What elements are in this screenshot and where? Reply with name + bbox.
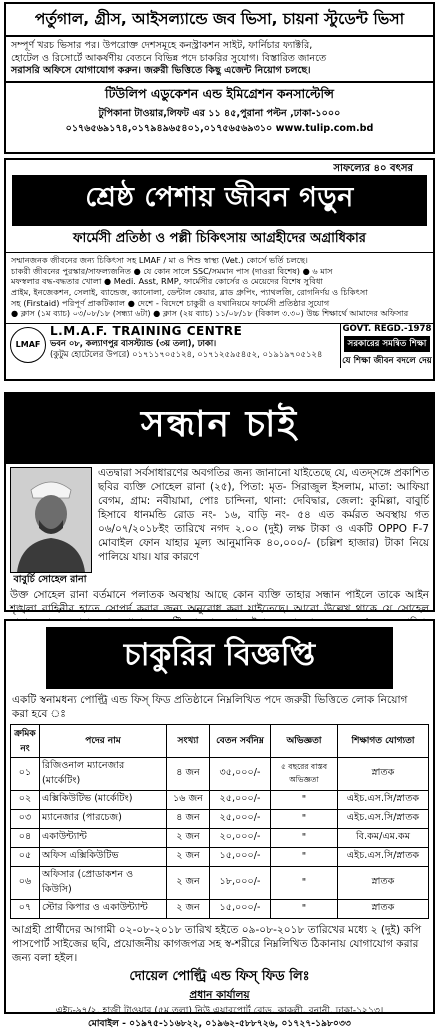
table-row xyxy=(11,809,429,828)
ad1-company: টিউলিপ এডুকেশন এন্ড ইমিগ্রেশন কনসাল্টেন্সি xyxy=(6,81,433,107)
cell-education: এইচ.এস.সি/স্নাতক xyxy=(338,809,429,828)
cell-education: এইচ.এস.সি/স্নাতক xyxy=(338,847,429,866)
ad2-body-line: ● ক্লাস (১ম ব্যাচ) ০৩/০৮/১৮ (সন্ধ্যা ৬টা) ● ক্লাস (২য় ব্যাচ) ১১/০৮/১৮ (বিকাল ৩.৩০) উচ্চ শিক্ষার্থে আমাদের অফিসার xyxy=(11,308,409,319)
ad2-footer xyxy=(6,323,433,368)
ad2-body xyxy=(6,253,433,321)
table-row xyxy=(11,757,429,790)
cell-experience: " xyxy=(271,847,338,866)
table-row xyxy=(11,866,429,899)
table-row xyxy=(11,847,429,866)
ad2-centre-info xyxy=(50,324,340,368)
cell-post: ম্যানেজার (পারচেজ) xyxy=(40,809,167,828)
ad4-banner: চাকুরির বিজ্ঞপ্তি xyxy=(46,627,393,689)
ad4-company: দোয়েল পোল্ট্রি এন্ড ফিস্ ফিড লিঃ xyxy=(129,969,310,985)
cell-count: ২ জন xyxy=(167,866,210,899)
ad4-office-label: প্রধান কার্যালয় xyxy=(189,989,250,1002)
ad1-highlight: সরাসরি অফিসে যোগাযোগ করুন। জরুরী ভিত্তিতে কিছু এজেন্ট নিয়োগ চলছে। xyxy=(11,65,311,77)
col-experience: অভিজ্ঞতা xyxy=(271,724,338,757)
cell-count: ১৬ জন xyxy=(167,790,210,809)
cell-experience: " xyxy=(271,790,338,809)
table-row xyxy=(11,899,429,918)
ad1-phones: ০১৭৬৫৬৯১৭৪,০১৭৯৪৯৬৫৪০১,০১৭৫৬৫৬৯৩১০ www.tulip.com.bd xyxy=(65,122,374,134)
cell-count: ২ জন xyxy=(167,899,210,918)
ad3-banner: সন্ধান চাই xyxy=(6,394,433,464)
ad2-body-line: সহ (Firstaid) পরিপূর্ণ প্রাকটিক্যাল ● দেশে - বিদেশে চাকুরী ও যথানিয়মে ফার্মেসী প্রতিষ্ঠার সুযোগ xyxy=(11,297,330,308)
missing-person-ad xyxy=(4,392,435,616)
ad3-full-text: উক্ত সোহেল রানা বর্তমানে পলাতক অবস্থায় আছে কোন ব্যক্তি তাহার সন্ধান পাইলে তাকে আইন শৃঙ্খলা বাহিনীর হাতে সোপর্দ করার জন্য অনুরোধ করা যাইতেছে। আরো উল্লেখ থাকে যে সোহেল xyxy=(10,589,429,616)
ad4-apply-text: আগ্রহী প্রার্থীদের আগামী ০২-০৮-২০১৮ তারিখ হইতে ০৯-০৮-২০১৮ তারিখের মধ্যে ২ (দুই) কপি পাসপোর্ট সাইজের ছবি, প্রয়োজনীয় কাগজপত্র সহ স্ব-শরীরে নিম্নলিখিত ঠিকানায় যোগাযোগ করার জন্য বলা হইল। xyxy=(12,923,422,965)
cell-salary: ২৫,০০০/- xyxy=(210,809,271,828)
ad2-centre-name: L.M.A.F. TRAINING CENTRE xyxy=(50,323,243,338)
ad2-top-tag: সাফল্যের ৪০ বৎসর xyxy=(333,163,413,174)
ad1-body-line: হোটেল ও রিসোর্টে আকর্ষণীয় বেতনে বিভিন্ন পদে চাকরির সুযোগ। বিস্তারিত জানতে xyxy=(11,52,327,64)
ad3-photo-caption: বাবুর্চি সোহেল রানা xyxy=(13,574,87,585)
ad4-intro: একটি স্বনামধন্য পোল্ট্রি এন্ড ফিস্ ফিড প্রতিষ্ঠানে নিম্নলিখিত পদে জরুরী ভিত্তিতে লোক নিয়োগ করা হবে ঃ xyxy=(12,694,408,721)
ad1-body-line: সম্পূর্ণ খরচ ভিসার পর। উপরোক্ত দেশসমূহে কনস্ট্রাকশন সাইট, ফার্নিচার ফ্যাক্টরি, xyxy=(11,40,313,51)
table-row xyxy=(11,828,429,847)
cell-post: একাউন্ট্যান্ট xyxy=(40,828,167,847)
ad4-mobile: মোবাইল - ০১৯৭৫-১১৬৮২২, ০১৯৬২-৫৮৮৭২৬, ০১৭২৭-১৯৮০৩৩ xyxy=(88,1017,351,1029)
cell-post: এক্সিকিউটিভ (মার্কেটিং) xyxy=(40,790,167,809)
ad2-subtitle: ফার্মেসী প্রতিষ্ঠা ও পল্লী চিকিৎসায় আগ্রহীদের অগ্রাধিকার xyxy=(6,226,433,253)
job-circular-ad xyxy=(4,619,435,1029)
cell-experience: ৫ বছরের বাস্তব অভিজ্ঞতা xyxy=(271,757,338,790)
cell-post: স্টোর কিপার ও একাউন্ট্যান্ট xyxy=(40,899,167,918)
cell-salary: ৩৫,০০০/- xyxy=(210,757,271,790)
cell-salary: ১৮,০০০/- xyxy=(210,866,271,899)
cell-count: ৪ জন xyxy=(167,809,210,828)
lmaf-logo: LMAF xyxy=(10,327,46,363)
missing-person-photo xyxy=(10,467,92,573)
ad2-centre-phones: (কুটুম হোটেলের উপরে) ০১৭১১৭০৫১২৪, ০১৭১২৫৯৫৪৫২, ০১৯১৯৭০৫১২৪ xyxy=(50,348,323,359)
ad1-body xyxy=(6,37,433,81)
cell-serial: ০৭ xyxy=(11,899,40,918)
cell-post: রিজিওনাল ম্যানেজার (মার্কেটিং) xyxy=(40,757,167,790)
job-table-header xyxy=(11,724,429,757)
ad3-photo-row xyxy=(6,464,433,588)
ad2-banner: শ্রেষ্ঠ পেশায় জীবন গড়ুন xyxy=(12,175,427,226)
col-serial: ক্রমিক নং xyxy=(11,724,40,757)
ad4-address: এইচ-৯৭/২, হাজী টাওয়ার (৫ম তলা) নিউ এয়ারপোর্ট রোড, কাকলী, বনানী, ঢাকা-১২১৩। xyxy=(55,1005,384,1017)
lmaf-training-ad xyxy=(4,158,435,381)
cell-salary: ২৫,০০০/- xyxy=(210,790,271,809)
ad3-side-text: এতদ্বারা সর্বসাধারণের অবগতির জন্য জানানো যাইতেছে যে, এতদ্সঙ্গে প্রকাশিত ছবির ব্যক্তি সোহেল রানা (২৫), পিতা: মৃত- সিরাজুল ইসলাম, মাতা: আফিয়া বেগম, গ্রাম: নবীয়ামা, পোঃ চান্দিনা, থানা: দেবিদ্বার, জেলা: কুমিল্লা, বাবুর্চি হিসাবে ধানমন্ডি রোড নং- ১৬, বাড়ি নং- ৫৪ এত কর্মরত অবস্থায় গত ০৬/০৭/২০১৮ইং তারিখে নগদ ২.০০ (দুই) লক্ষ টাকা ও একটি OPPO F-7 মোবাইল ফোন যাহার মূল্য আনুমানিক ৪০,০০০/- (চল্লিশ হাজার) টাকা নিয়ে পালিয়ে যায়। যার কারণে xyxy=(98,467,429,564)
cell-experience: " xyxy=(271,828,338,847)
tulip-immigration-ad xyxy=(4,2,435,154)
cell-serial: ০২ xyxy=(11,790,40,809)
ad2-body-line: সম্মানজনক জীবনের জন্য চিকিৎসা সহ LMAF / মা ও শিশু স্বাস্থ্য (Vet.) কোর্সে ভর্তি চলছে। xyxy=(11,255,308,265)
col-count: সংখ্যা xyxy=(167,724,210,757)
ad3-photo-column xyxy=(6,464,96,588)
cell-education: স্নাতক xyxy=(338,757,429,790)
cell-count: ২ জন xyxy=(167,828,210,847)
cell-education: স্নাতক xyxy=(338,866,429,899)
cell-salary: ২০,০০০/- xyxy=(210,828,271,847)
col-salary: বেতন সর্বনিম্ন xyxy=(210,724,271,757)
ad2-body-line: মফস্বলার বদ্ধ-বদ্ধতার খোলা ● Medi. Asst, RMP, ফার্মেসীর কোর্সের ও মেয়েদের বিশেষ সুবিধা xyxy=(11,276,323,287)
cell-serial: ০৪ xyxy=(11,828,40,847)
person-silhouette-icon xyxy=(11,468,91,572)
ad2-govt-box xyxy=(340,324,433,368)
cell-experience: " xyxy=(271,809,338,828)
cell-serial: ০৫ xyxy=(11,847,40,866)
cell-count: ৪ জন xyxy=(167,757,210,790)
table-row xyxy=(11,790,429,809)
cell-count: ২ জন xyxy=(167,847,210,866)
cell-salary: ১৫,০০০/- xyxy=(210,899,271,918)
ad2-gov-note: যে শিক্ষা জীবন বদলে দেয় xyxy=(342,355,432,366)
cell-education: বি.কম/এম.কম xyxy=(338,828,429,847)
cell-serial: ০১ xyxy=(11,757,40,790)
ad2-body-line: প্রাইম, ইনজেকশন, সেলাই, ব্যান্ডেজ, ক্যানোলা, ডেন্টাল কেয়ার, ব্লাড গ্রুপিং, প্যাথলজি, রোগনির্ণয় ও চিকিৎসা xyxy=(11,286,368,297)
cell-post: অফিসার (প্রোডাকশন ও কিউসি) xyxy=(40,866,167,899)
cell-experience: " xyxy=(271,899,338,918)
cell-education: এইচ.এস.সি/স্নাতক xyxy=(338,790,429,809)
ad2-body-line: চাকরী জীবনের পুরস্কার/সাফল্যজনিত ● যে কোন সালে SSC/সমমান পাস (দাওরা বিশেষ) ● ৬ মাস xyxy=(11,265,333,276)
ad2-gov-approved: সরকারের সমন্বিত শিক্ষা xyxy=(344,336,430,352)
cell-salary: ১৫,০০০/- xyxy=(210,847,271,866)
ad2-govt-reg: GOVT. REGD.-1978 xyxy=(342,323,432,334)
ad2-centre-address: ভবন ০৮, কল্যাণপুর বাসস্ট্যান্ড (৩য় তলা), ঢাকা। xyxy=(50,337,217,348)
cell-education: স্নাতক xyxy=(338,899,429,918)
col-education: শিক্ষাগত যোগ্যতা xyxy=(338,724,429,757)
job-table xyxy=(10,724,429,919)
ad1-address: টুপিকানা টাওয়ার,লিফট এর ১১ ৪৫,পুরানা পল্টন ,ঢাকা-১০০০ xyxy=(98,107,341,119)
cell-serial: ০৬ xyxy=(11,866,40,899)
cell-experience: " xyxy=(271,866,338,899)
cell-post: অফিস এক্সিকিউটিভ xyxy=(40,847,167,866)
ad1-headline: পর্তুগাল, গ্রীস, আইসল্যান্ডে জব ভিসা, চায়না স্টুডেন্ট ভিসা xyxy=(6,4,433,37)
col-post: পদের নাম xyxy=(40,724,167,757)
cell-serial: ০৩ xyxy=(11,809,40,828)
